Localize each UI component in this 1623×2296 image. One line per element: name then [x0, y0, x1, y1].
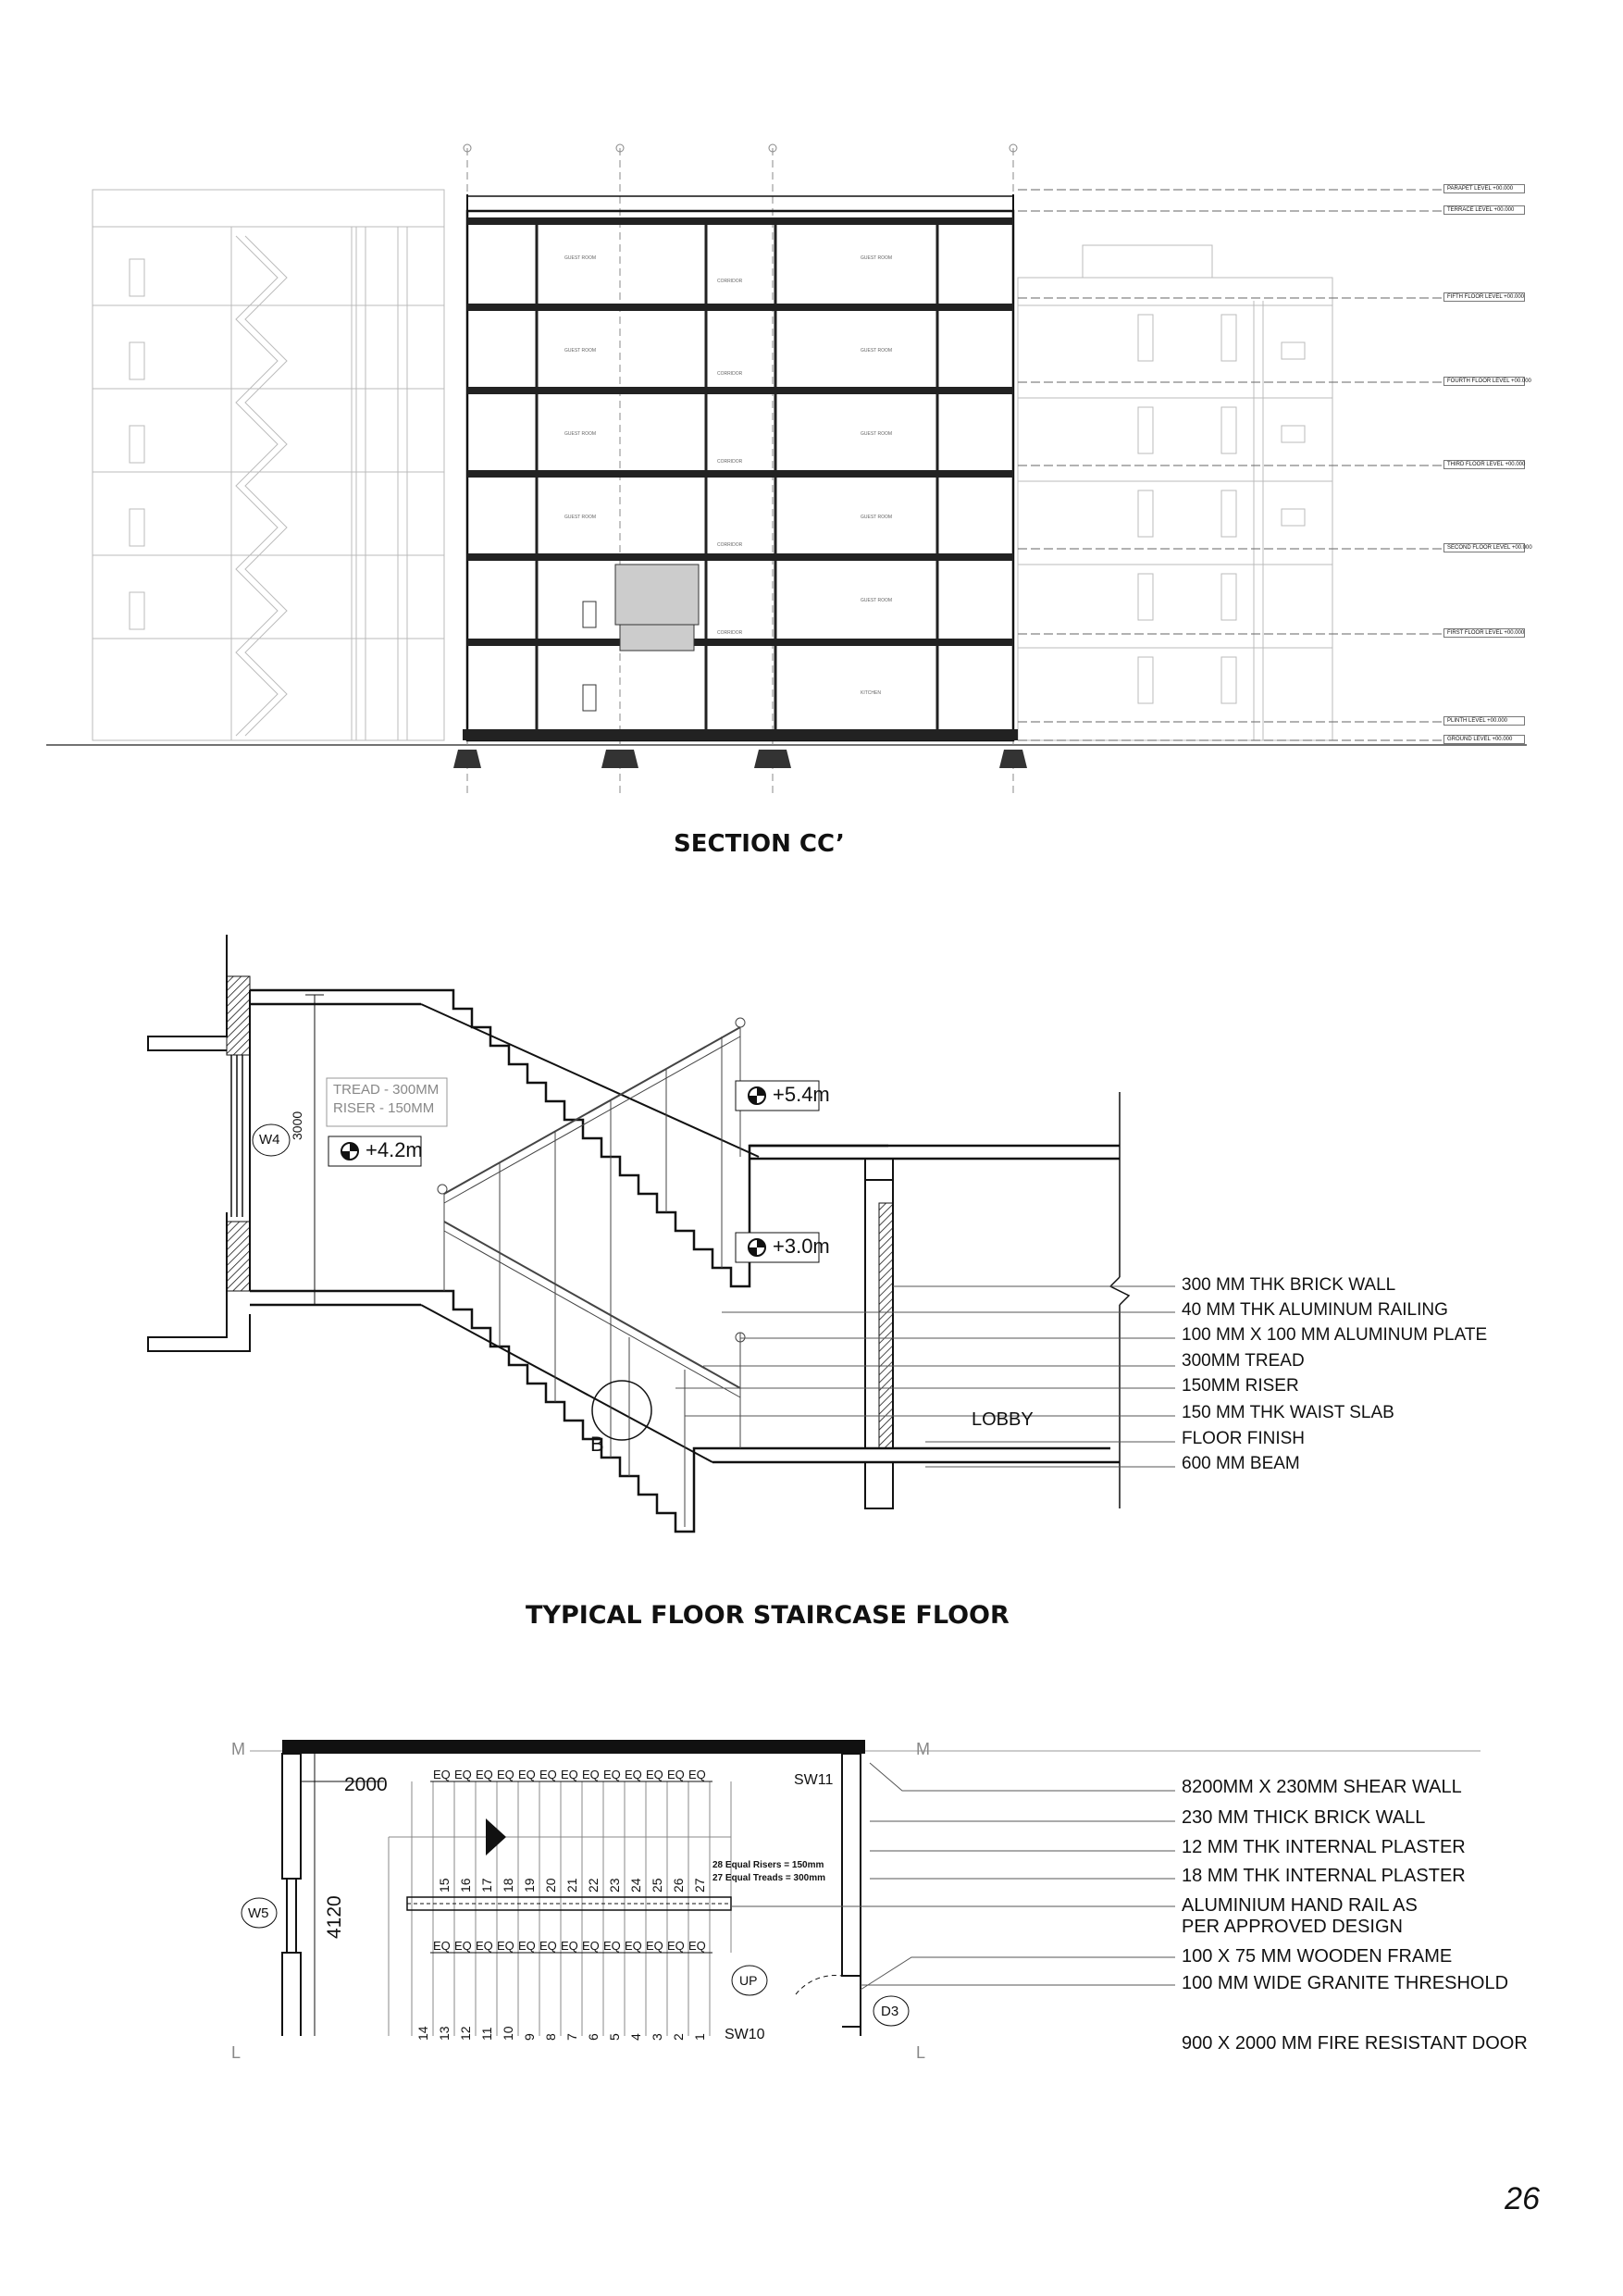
level-name: PLINTH LEVEL	[1447, 718, 1486, 724]
level-value: +00.000	[1487, 718, 1507, 724]
lobby-label: LOBBY	[972, 1409, 1034, 1430]
svg-text:GUEST ROOM: GUEST ROOM	[861, 255, 893, 261]
level-value: +00.000	[1504, 294, 1524, 300]
step-number: 23	[607, 1878, 622, 1893]
eq-label: EQ	[667, 1939, 685, 1953]
level-value: +00.000	[1493, 186, 1514, 192]
step-number: 27	[692, 1878, 707, 1893]
step-number: 24	[628, 1878, 643, 1893]
note-line: 18 MM THK INTERNAL PLASTER	[1182, 1866, 1466, 1886]
level-value: +00.000	[1493, 207, 1515, 213]
level-name: TERRACE LEVEL	[1447, 207, 1493, 213]
staircase-section-drawing	[0, 925, 1623, 1536]
eq-label: EQ	[646, 1939, 663, 1953]
eq-label: EQ	[518, 1939, 536, 1953]
eq-label: EQ	[625, 1939, 642, 1953]
level-tag	[1443, 716, 1525, 726]
eq-label: EQ	[518, 1768, 536, 1781]
eq-label: EQ	[454, 1939, 472, 1953]
eq-label: EQ	[603, 1939, 621, 1953]
step-number: 19	[522, 1878, 537, 1893]
shear-wall-tag-sw10: SW10	[725, 2027, 765, 2042]
note-line: 900 X 2000 MM FIRE RESISTANT DOOR	[1182, 2033, 1528, 2054]
detail-tag-b: B	[590, 1433, 604, 1456]
step-number: 17	[479, 1878, 494, 1893]
step-number: 2	[671, 2033, 686, 2041]
grid-label: L	[231, 2043, 242, 2062]
window-tag-w4: W4	[259, 1132, 280, 1148]
level-name: SECOND FLOOR LEVEL	[1447, 545, 1511, 551]
level-value: +00.000	[1505, 462, 1526, 467]
level-54: +5.4m	[773, 1083, 830, 1106]
step-number: 16	[458, 1878, 473, 1893]
svg-text:GUEST ROOM: GUEST ROOM	[564, 255, 597, 261]
svg-text:GUEST ROOM: GUEST ROOM	[861, 515, 893, 520]
eq-label: EQ	[561, 1768, 578, 1781]
eq-label: EQ	[688, 1768, 706, 1781]
step-number: 25	[650, 1878, 664, 1893]
eq-label: EQ	[667, 1768, 685, 1781]
eq-label: EQ	[433, 1939, 451, 1953]
eq-label: EQ	[646, 1768, 663, 1781]
level-name: PARAPET LEVEL	[1447, 186, 1492, 192]
eq-labels-top	[433, 1768, 710, 1781]
note-line: 8200MM X 230MM SHEAR WALL	[1182, 1777, 1462, 1797]
svg-text:GUEST ROOM: GUEST ROOM	[861, 431, 893, 437]
door-tag-d3: D3	[881, 2004, 899, 2019]
note-line: 12 MM THK INTERNAL PLASTER	[1182, 1837, 1466, 1857]
shear-wall-tag-sw11: SW11	[794, 1772, 834, 1788]
note-line: 150MM RISER	[1182, 1376, 1299, 1396]
height-dimension: 3000	[290, 1111, 304, 1140]
note-line: 40 MM THK ALUMINUM RAILING	[1182, 1300, 1448, 1320]
staircase-section-title: TYPICAL FLOOR STAIRCASE FLOOR	[526, 1601, 1010, 1630]
step-number: 4	[628, 2033, 643, 2041]
level-value: +00.000	[1511, 545, 1532, 551]
step-number: 8	[543, 2033, 558, 2041]
eq-label: EQ	[476, 1768, 493, 1781]
note-line: 300 MM THK BRICK WALL	[1182, 1275, 1396, 1295]
level-tag	[1443, 543, 1532, 552]
eq-label: EQ	[433, 1768, 451, 1781]
note-line: 100 X 75 MM WOODEN FRAME	[1182, 1946, 1453, 1967]
svg-text:GUEST ROOM: GUEST ROOM	[861, 348, 893, 354]
level-value: +00.000	[1492, 737, 1513, 742]
note-line: 300MM TREAD	[1182, 1351, 1305, 1371]
grid-label: L	[916, 2043, 926, 2062]
page-number: 26	[1505, 2181, 1540, 2216]
step-number: 9	[522, 2033, 537, 2041]
riser-note: RISER - 150MM	[333, 1100, 435, 1116]
level-tag	[1443, 292, 1525, 302]
level-42: +4.2m	[365, 1138, 423, 1161]
step-number: 12	[458, 2026, 473, 2041]
eq-label: EQ	[582, 1939, 600, 1953]
svg-text:KITCHEN: KITCHEN	[861, 690, 881, 696]
section-cc-title: SECTION CC’	[674, 830, 845, 858]
note-line: 150 MM THK WAIST SLAB	[1182, 1403, 1394, 1422]
step-number: 10	[501, 2026, 515, 2041]
width-dimension: 2000	[344, 1774, 388, 1795]
note-line: 600 MM BEAM	[1182, 1454, 1300, 1473]
step-number: 15	[437, 1878, 452, 1893]
svg-text:GUEST ROOM: GUEST ROOM	[564, 348, 597, 354]
level-name: FIFTH FLOOR LEVEL	[1447, 294, 1503, 300]
note-line: PER APPROVED DESIGN	[1182, 1917, 1403, 1937]
level-tag	[1443, 184, 1525, 193]
note-line: 100 MM WIDE GRANITE THRESHOLD	[1182, 1973, 1509, 1993]
level-tag	[1443, 205, 1525, 215]
eq-label: EQ	[454, 1768, 472, 1781]
step-number: 13	[437, 2026, 452, 2041]
level-name: FIRST FLOOR LEVEL	[1447, 630, 1503, 636]
level-value: +00.000	[1504, 630, 1525, 636]
note-line: FLOOR FINISH	[1182, 1429, 1306, 1448]
level-tag	[1443, 628, 1525, 638]
note-line: 230 MM THICK BRICK WALL	[1182, 1807, 1426, 1828]
svg-text:GUEST ROOM: GUEST ROOM	[564, 515, 597, 520]
step-number: 21	[564, 1878, 579, 1893]
level-name: THIRD FLOOR LEVEL	[1447, 462, 1504, 467]
level-30: +3.0m	[773, 1235, 830, 1258]
step-number: 5	[607, 2033, 622, 2041]
step-number: 6	[586, 2033, 601, 2041]
step-number: 1	[692, 2033, 707, 2041]
svg-text:CORRIDOR: CORRIDOR	[717, 459, 743, 465]
eq-label: EQ	[476, 1939, 493, 1953]
eq-label: EQ	[539, 1768, 557, 1781]
risers-note: 28 Equal Risers = 150mm	[712, 1860, 824, 1870]
step-number: 18	[501, 1878, 515, 1893]
window-tag-w5: W5	[248, 1905, 269, 1921]
svg-text:CORRIDOR: CORRIDOR	[717, 542, 743, 548]
depth-dimension: 4120	[324, 1895, 345, 1939]
grid-label: M	[916, 1740, 930, 1758]
eq-label: EQ	[561, 1939, 578, 1953]
step-number: 26	[671, 1878, 686, 1893]
level-name: GROUND LEVEL	[1447, 737, 1491, 742]
step-number: 7	[564, 2033, 579, 2041]
level-value: +00.000	[1511, 379, 1531, 384]
section-cc-drawing	[0, 0, 1623, 814]
treads-note: 27 Equal Treads = 300mm	[712, 1873, 826, 1883]
svg-text:CORRIDOR: CORRIDOR	[717, 630, 743, 636]
step-number: 22	[586, 1878, 601, 1893]
eq-labels-bottom	[433, 1939, 710, 1953]
level-name: FOURTH FLOOR LEVEL	[1447, 379, 1510, 384]
svg-text:CORRIDOR: CORRIDOR	[717, 371, 743, 377]
note-line: ALUMINIUM HAND RAIL AS	[1182, 1895, 1418, 1916]
up-label: UP	[739, 1973, 758, 1988]
tread-note: TREAD - 300MM	[333, 1082, 440, 1098]
svg-text:GUEST ROOM: GUEST ROOM	[861, 598, 893, 603]
svg-text:CORRIDOR: CORRIDOR	[717, 279, 743, 284]
step-number: 20	[543, 1878, 558, 1893]
eq-label: EQ	[582, 1768, 600, 1781]
eq-label: EQ	[539, 1939, 557, 1953]
level-tag	[1443, 460, 1525, 469]
eq-label: EQ	[688, 1939, 706, 1953]
level-tag	[1443, 377, 1531, 386]
eq-label: EQ	[497, 1939, 514, 1953]
step-number: 11	[479, 2027, 494, 2041]
step-number: 3	[650, 2033, 664, 2041]
grid-label: M	[231, 1740, 245, 1758]
step-number: 14	[415, 2026, 430, 2041]
eq-label: EQ	[625, 1768, 642, 1781]
level-tag	[1443, 735, 1525, 744]
eq-label: EQ	[603, 1768, 621, 1781]
note-line: 100 MM X 100 MM ALUMINUM PLATE	[1182, 1325, 1488, 1345]
eq-label: EQ	[497, 1768, 514, 1781]
svg-text:GUEST ROOM: GUEST ROOM	[564, 431, 597, 437]
